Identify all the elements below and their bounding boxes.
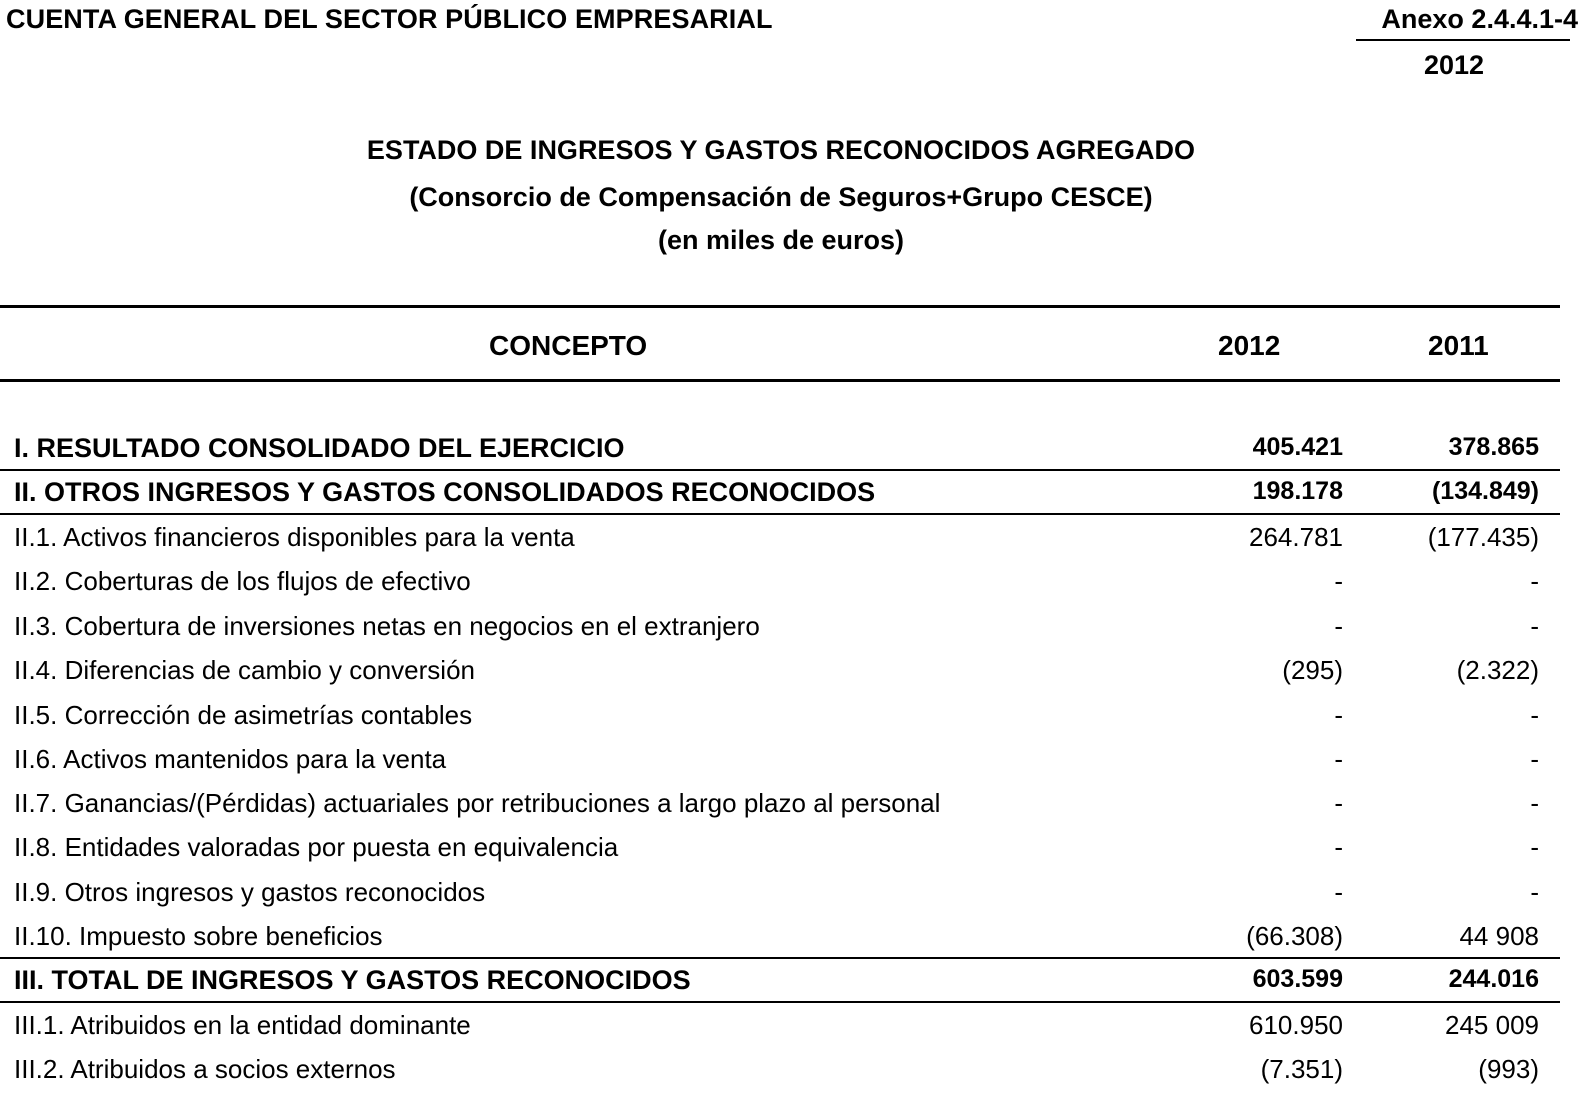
table-row [0, 917, 1560, 957]
column-header-2012: 2012 [1218, 330, 1281, 361]
row-label: III. TOTAL DE INGRESOS Y GASTOS RECONOCIDOS [14, 965, 691, 995]
table-row [0, 1006, 1560, 1046]
row-divider [0, 469, 1560, 471]
table-row [0, 562, 1560, 602]
column-header-concept: CONCEPTO [489, 330, 648, 361]
row-label: II. OTROS INGRESOS Y GASTOS CONSOLIDADOS RECONOCIDOS [14, 477, 876, 507]
row-value-2012: - [1334, 877, 1343, 907]
row-label: III.1. Atribuidos en la entidad dominante [14, 1010, 471, 1040]
row-value-2012: 603.599 [1252, 965, 1343, 993]
row-value-2012: - [1334, 611, 1343, 641]
row-value-2011: - [1530, 744, 1539, 774]
row-value-2011: - [1530, 877, 1539, 907]
row-value-2012: (66.308) [1246, 921, 1343, 951]
row-value-2011: (134.849) [1431, 477, 1539, 505]
row-label: II.7. Ganancias/(Pérdidas) actuariales por retribuciones a largo plazo al personal [14, 788, 941, 818]
header-bottom-rule [0, 379, 1560, 382]
row-value-2011: - [1530, 832, 1539, 862]
table-row [0, 429, 1560, 469]
table-row [0, 828, 1560, 868]
table-row [0, 740, 1560, 780]
row-label: II.9. Otros ingresos y gastos reconocidos [14, 877, 486, 907]
table-row [0, 873, 1560, 913]
row-value-2012: (7.351) [1260, 1054, 1343, 1084]
row-divider [0, 513, 1560, 515]
row-value-2012: (295) [1282, 655, 1343, 685]
report-year: 2012 [1424, 50, 1485, 80]
row-value-2011: (2.322) [1456, 655, 1539, 685]
row-value-2012: - [1334, 566, 1343, 596]
row-value-2011: - [1530, 700, 1539, 730]
row-label: II.6. Activos mantenidos para la venta [14, 744, 447, 774]
row-value-2011: 44 908 [1459, 921, 1539, 951]
table-row [0, 696, 1560, 736]
statement-title: ESTADO DE INGRESOS Y GASTOS RECONOCIDOS AGREGADO [366, 135, 1196, 165]
row-value-2012: 264.781 [1249, 522, 1343, 552]
statement-subtitle: (Consorcio de Compensación de Seguros+Grupo CESCE) [409, 182, 1153, 212]
row-value-2012: 198.178 [1252, 477, 1343, 505]
report-entity-title: CUENTA GENERAL DEL SECTOR PÚBLICO EMPRESARIAL [6, 4, 773, 34]
row-value-2011: 378.865 [1448, 433, 1539, 461]
annex-label: Anexo 2.4.4.1-4 [1381, 4, 1578, 34]
row-value-2012: - [1334, 788, 1343, 818]
row-label: III.2. Atribuidos a socios externos [14, 1054, 396, 1084]
statement-units: (en miles de euros) [657, 225, 905, 255]
table-row [0, 473, 1560, 513]
row-divider [0, 957, 1560, 959]
annex-underline [1356, 39, 1570, 41]
row-label: II.1. Activos financieros disponibles para la venta [14, 522, 575, 552]
row-label: I. RESULTADO CONSOLIDADO DEL EJERCICIO [14, 433, 625, 463]
row-value-2011: 244.016 [1448, 965, 1539, 993]
table-row [0, 784, 1560, 824]
row-value-2012: - [1334, 744, 1343, 774]
row-value-2012: 610.950 [1249, 1010, 1343, 1040]
row-value-2011: - [1530, 566, 1539, 596]
table-row [0, 1050, 1560, 1090]
row-divider [0, 1001, 1560, 1003]
row-label: II.3. Cobertura de inversiones netas en negocios en el extranjero [14, 611, 760, 641]
table-row [0, 961, 1560, 1001]
row-value-2011: (177.435) [1427, 522, 1539, 552]
row-value-2011: - [1530, 611, 1539, 641]
row-label: II.2. Coberturas de los flujos de efectivo [14, 566, 471, 596]
row-value-2012: 405.421 [1252, 433, 1343, 461]
table-top-rule [0, 305, 1560, 308]
table-row [0, 607, 1560, 647]
column-header-2011: 2011 [1428, 330, 1489, 361]
row-value-2011: (993) [1478, 1054, 1539, 1084]
row-label: II.8. Entidades valoradas por puesta en equivalencia [14, 832, 619, 862]
row-value-2011: 245 009 [1445, 1010, 1539, 1040]
row-value-2012: - [1334, 832, 1343, 862]
row-label: II.4. Diferencias de cambio y conversión [14, 655, 475, 685]
row-value-2011: - [1530, 788, 1539, 818]
row-label: II.5. Corrección de asimetrías contables [14, 700, 473, 730]
table-row [0, 651, 1560, 691]
table-row [0, 518, 1560, 558]
row-value-2012: - [1334, 700, 1343, 730]
row-label: II.10. Impuesto sobre beneficios [14, 921, 383, 951]
